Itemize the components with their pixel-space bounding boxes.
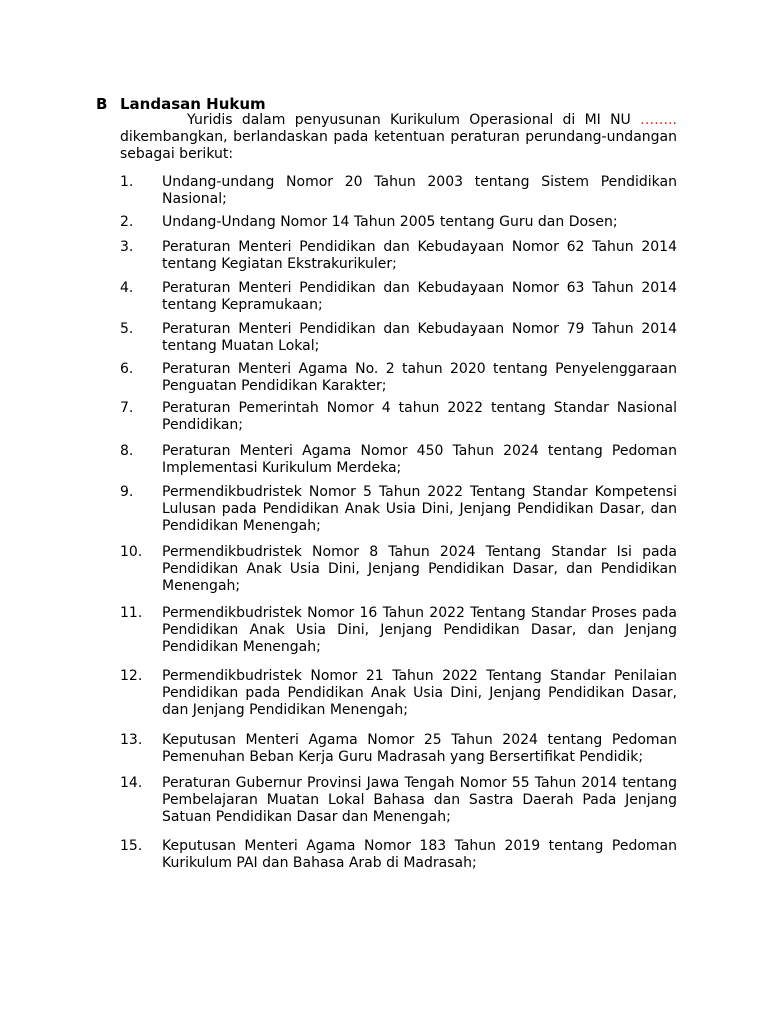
section-title: Landasan Hukum — [120, 95, 266, 113]
list-item-text: Peraturan Menteri Pendidikan dan Kebudayaan Nomor 79 Tahun 2014 tentang Muatan Lokal; — [162, 321, 677, 354]
intro-placeholder: …….. — [640, 112, 677, 128]
list-item-text: Undang-Undang Nomor 14 Tahun 2005 tentang Guru dan Dosen; — [162, 214, 618, 230]
list-item-number: 14. — [120, 775, 143, 791]
list-item-number: 4. — [120, 280, 134, 296]
list-item-number: 15. — [120, 838, 143, 854]
section-heading — [96, 95, 266, 113]
intro-text-before: Yuridis dalam penyusunan Kurikulum Operasional di MI NU — [187, 112, 631, 128]
intro-paragraph — [120, 112, 677, 163]
list-item-text: Peraturan Pemerintah Nomor 4 tahun 2022 tentang Standar Nasional Pendidikan; — [162, 400, 677, 433]
list-item-text: Permendikbudristek Nomor 8 Tahun 2024 Tentang Standar Isi pada Pendidikan Anak Usia Dini, Jenjang Pendidikan Dasar, dan Pendidikan Menengah; — [162, 544, 677, 594]
list-item — [120, 321, 677, 355]
list-item — [120, 400, 677, 434]
list-item-text: Undang-undang Nomor 20 Tahun 2003 tentang Sistem Pendidikan Nasional; — [162, 174, 677, 207]
list-item-text: Peraturan Menteri Agama No. 2 tahun 2020 tentang Penyelenggaraan Penguatan Pendidikan Karakter; — [162, 361, 677, 394]
list-item-text: Permendikbudristek Nomor 16 Tahun 2022 Tentang Standar Proses pada Pendidikan Anak Usia Dini, Jenjang Pendidikan Dasar, dan Jenjang Pendidikan Menengah; — [162, 605, 677, 655]
list-item-number: 9. — [120, 484, 134, 500]
list-item-number: 1. — [120, 174, 134, 190]
list-item — [120, 484, 677, 535]
list-item-text: Peraturan Menteri Agama Nomor 450 Tahun 2024 tentang Pedoman Implementasi Kurikulum Merdeka; — [162, 443, 677, 476]
list-item-number: 10. — [120, 544, 143, 560]
list-item-text: Permendikbudristek Nomor 5 Tahun 2022 Tentang Standar Kompetensi Lulusan pada Pendidikan Anak Usia Dini, Jenjang Pendidikan Dasar, dan Pendidikan Menengah; — [162, 484, 677, 534]
list-item-text: Peraturan Menteri Pendidikan dan Kebudayaan Nomor 62 Tahun 2014 tentang Kegiatan Ekstrakurikuler; — [162, 239, 677, 272]
list-item — [120, 544, 677, 595]
list-item — [120, 280, 677, 314]
list-item-number: 7. — [120, 400, 134, 416]
list-item — [120, 668, 677, 719]
list-item — [120, 239, 677, 273]
list-item-text: Peraturan Gubernur Provinsi Jawa Tengah Nomor 55 Tahun 2014 tentang Pembelajaran Muatan Lokal Bahasa dan Sastra Daerah Pada Jenjang Satuan Pendidikan Dasar dan Menengah; — [162, 775, 677, 825]
list-item — [120, 732, 677, 766]
intro-text-after: dikembangkan, berlandaskan pada ketentuan peraturan perundang-undangan sebagai berikut: — [120, 129, 677, 162]
list-item — [120, 775, 677, 826]
list-item-text: Peraturan Menteri Pendidikan dan Kebudayaan Nomor 63 Tahun 2014 tentang Kepramukaan; — [162, 280, 677, 313]
list-item — [120, 174, 677, 208]
list-item-number: 2. — [120, 214, 134, 230]
list-item-text: Permendikbudristek Nomor 21 Tahun 2022 Tentang Standar Penilaian Pendidikan pada Pendidikan Anak Usia Dini, Jenjang Pendidikan Dasar, dan Jenjang Pendidikan Menengah; — [162, 668, 677, 718]
list-item-text: Keputusan Menteri Agama Nomor 183 Tahun 2019 tentang Pedoman Kurikulum PAI dan Bahasa Arab di Madrasah; — [162, 838, 677, 871]
list-item-text: Keputusan Menteri Agama Nomor 25 Tahun 2024 tentang Pedoman Pemenuhan Beban Kerja Guru Madrasah yang Bersertifikat Pendidik; — [162, 732, 677, 765]
list-item-number: 6. — [120, 361, 134, 377]
list-item-number: 12. — [120, 668, 143, 684]
list-item — [120, 605, 677, 656]
list-item — [120, 361, 677, 395]
list-item — [120, 443, 677, 477]
list-item-number: 13. — [120, 732, 143, 748]
list-item — [120, 838, 677, 872]
section-letter: B — [96, 95, 108, 113]
list-item-number: 5. — [120, 321, 134, 337]
list-item-number: 8. — [120, 443, 134, 459]
list-item-number: 3. — [120, 239, 134, 255]
list-item — [120, 214, 677, 231]
list-item-number: 11. — [120, 605, 143, 621]
